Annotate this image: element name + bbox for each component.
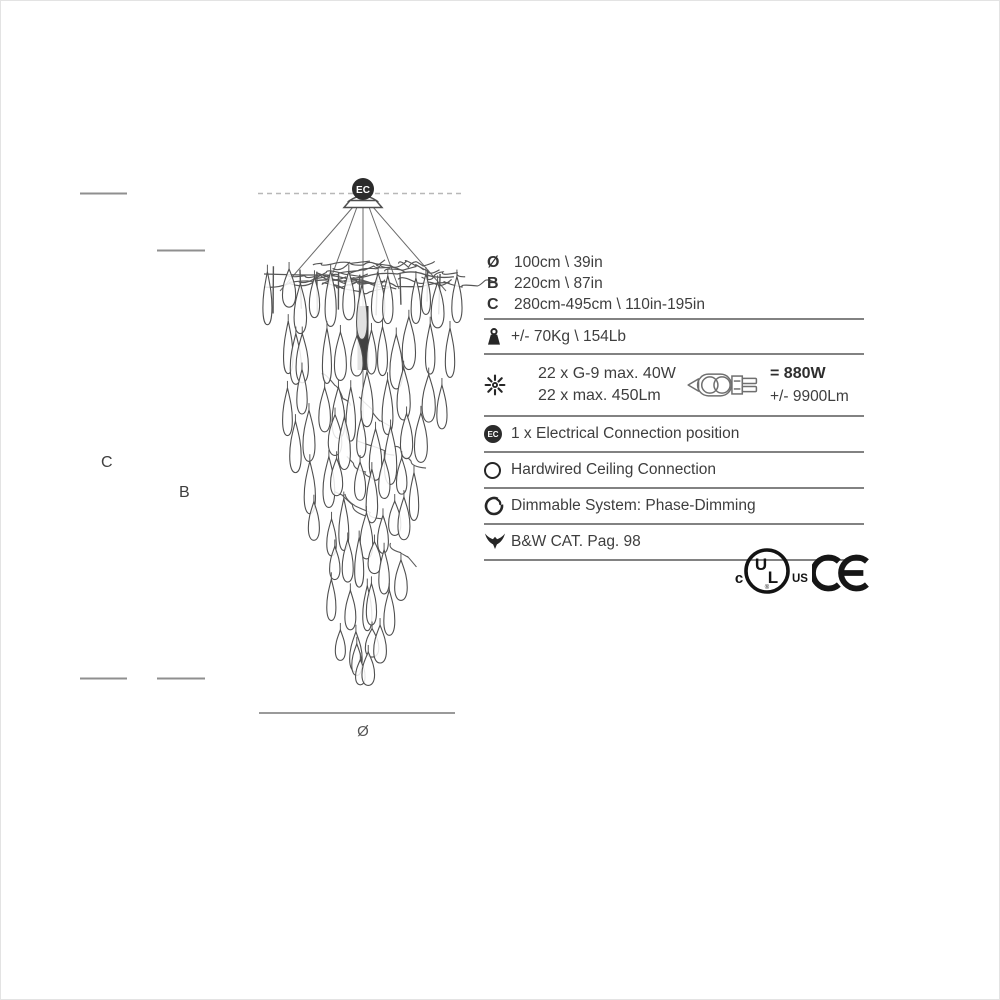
total-wattage: = 880W <box>770 365 826 382</box>
dimmable-row <box>484 492 864 520</box>
dim-b-label: B <box>179 484 190 501</box>
electrical-connection-row <box>484 420 864 448</box>
separator <box>484 318 864 320</box>
hardwired-row <box>484 456 864 484</box>
lamping-lines <box>538 363 676 407</box>
ul-u-letter: U <box>754 555 768 574</box>
lamping-line1: 22 x G-9 max. 40W <box>538 365 676 382</box>
total-lumens: +/- 9900Lm <box>770 388 849 405</box>
weight-row <box>484 324 864 350</box>
dimmer-icon <box>484 496 511 516</box>
separator <box>484 353 864 355</box>
dim-c-label: C <box>101 454 113 471</box>
cul-us-mark <box>722 544 810 602</box>
ec-badge-icon: EC <box>484 425 511 443</box>
dimension-key: B <box>487 274 499 292</box>
lamping-line2: 22 x max. 450Lm <box>538 387 661 404</box>
ul-l-letter: L <box>767 568 779 587</box>
hardwired-text: Hardwired Ceiling Connection <box>511 461 717 478</box>
dimmable-text: Dimmable System: Phase-Dimming <box>511 497 756 514</box>
ul-us-letters: US <box>792 573 808 585</box>
ul-c-letter: c <box>734 570 744 587</box>
separator <box>484 523 864 525</box>
dimension-row-b <box>484 273 864 294</box>
dimension-row-diameter <box>484 252 864 273</box>
separator <box>484 487 864 489</box>
hardwired-circle-icon <box>484 462 511 479</box>
diameter-label: Ø <box>357 723 369 740</box>
weight-text: +/- 70Kg \ 154Lb <box>511 328 627 345</box>
ce-mark <box>812 550 874 596</box>
electrical-connection-text: 1 x Electrical Connection position <box>511 425 740 442</box>
g9-bulb-icon <box>686 369 760 406</box>
brand-catalog-logo-icon <box>484 532 511 552</box>
lamping-totals <box>770 362 849 408</box>
certification-marks <box>716 544 876 602</box>
separator <box>484 451 864 453</box>
light-icon <box>484 374 511 396</box>
dimension-value: 220cm \ 87in <box>514 274 603 292</box>
canopy-plate <box>344 201 382 208</box>
dimension-key: C <box>487 295 499 313</box>
chandelier-body <box>263 260 497 686</box>
spec-panel <box>484 252 864 564</box>
dimension-value: 100cm \ 39in <box>514 253 603 271</box>
weight-icon <box>484 327 511 347</box>
lamping-row <box>484 358 864 412</box>
ec-marker-label: EC <box>356 185 370 196</box>
dimension-key: Ø <box>487 253 500 271</box>
ul-registered-symbol: ® <box>764 585 770 591</box>
dimension-value: 280cm-495cm \ 110in-195in <box>514 295 705 313</box>
dimension-row-c <box>484 294 864 315</box>
separator <box>484 415 864 417</box>
catalog-text: B&W CAT. Pag. 98 <box>511 533 641 550</box>
